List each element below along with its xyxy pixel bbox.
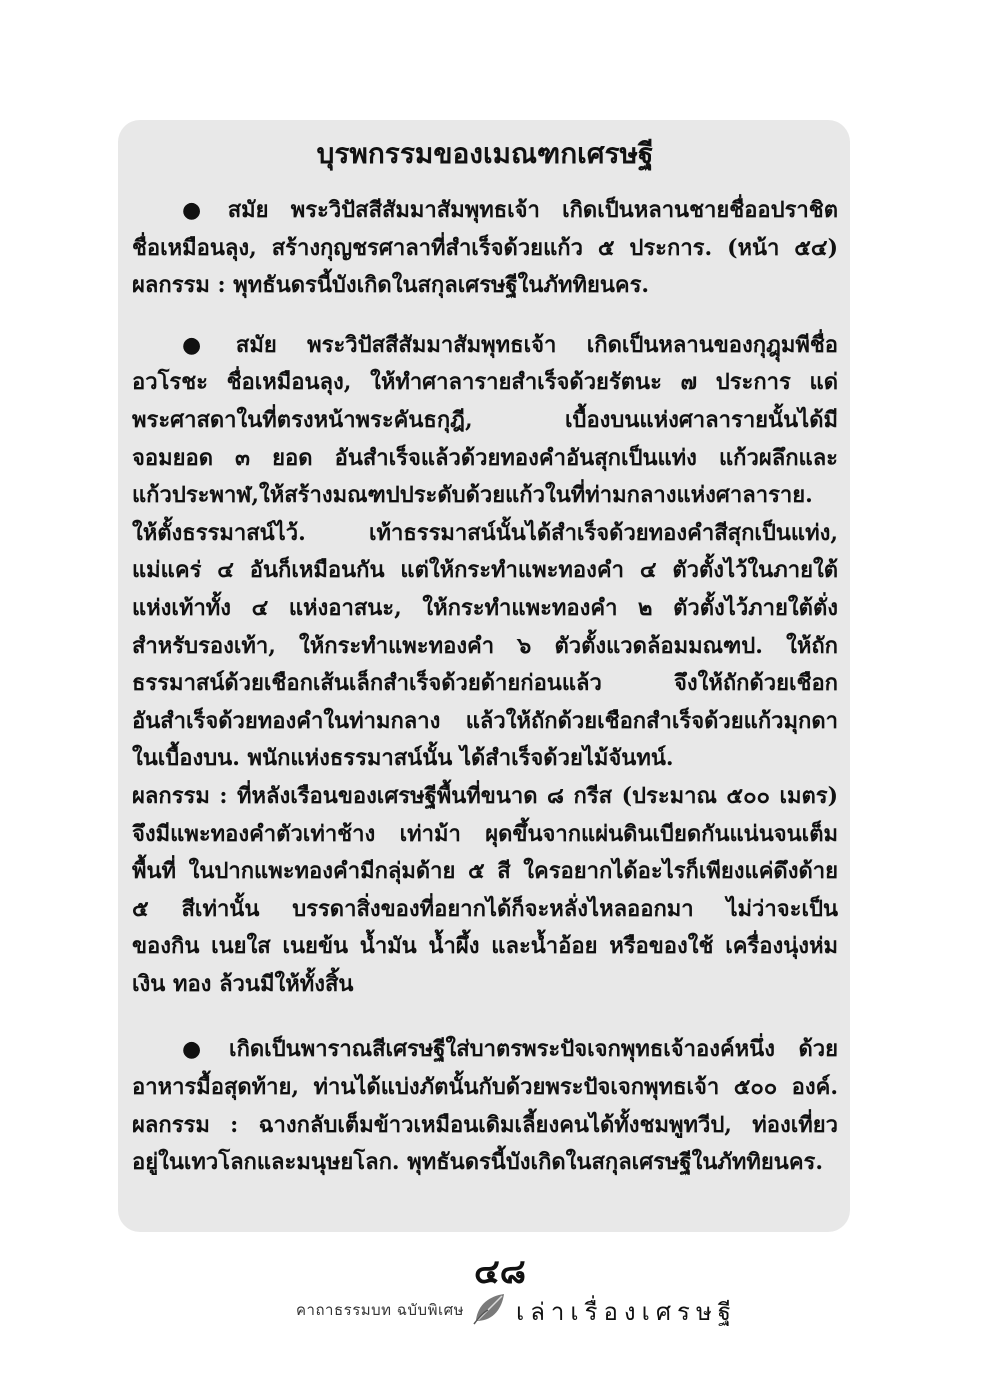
paragraph-spacer xyxy=(132,1003,838,1031)
paragraph-line: ของกิน เนยใส เนยข้น น้ำมัน น้ำผึ้ง และน้ำอ้อย หรือของใช้ เครื่องนุ่งห่ม xyxy=(132,933,838,960)
paragraph-line: ๕ สีเท่านั้น บรรดาสิ่งของที่อยากได้ก็จะหลั่งไหลออกมา ไม่ว่าจะเป็น xyxy=(132,895,838,922)
paragraph-line: ผลกรรม : พุทธันดรนี้บังเกิดในสกุลเศรษฐีในภัททิยนคร. xyxy=(132,272,650,299)
page-title: บุรพกรรมของเมณฑกเศรษฐี xyxy=(316,137,654,170)
paragraph-line: ● สมัย พระวิปัสสีสัมมาสัมพุทธเจ้า เกิดเป็นหลานของกุฎุมพีชื่อ xyxy=(182,331,838,358)
paragraph-line: เงิน ทอง ล้วนมีให้ทั้งสิ้น xyxy=(132,970,354,997)
paragraph-line: ● เกิดเป็นพาราณสีเศรษฐีใส่บาตรพระปัจเจกพุทธเจ้าองค์หนึ่ง ด้วย xyxy=(182,1036,838,1063)
paragraph-line: อันสำเร็จด้วยทองคำในท่ามกลาง แล้วให้ถักด้วยเชือกสำเร็จด้วยแก้วมุกดา xyxy=(132,707,838,734)
paragraph-line: อวโรชะ ชื่อเหมือนลุง, ให้ทำศาลารายสำเร็จด้วยรัตนะ ๗ ประการ แด่ xyxy=(132,369,838,396)
paragraph-line: ● สมัย พระวิปัสสีสัมมาสัมพุทธเจ้า เกิดเป็นหลานชายชื่ออปราชิต xyxy=(182,197,838,223)
leaf-icon xyxy=(472,1290,508,1330)
paragraph-line: สำหรับรองเท้า, ให้กระทำแพะทองคำ ๖ ตัวตั้งแวดล้อมมณฑป. ให้ถัก xyxy=(132,632,838,659)
content-panel xyxy=(118,120,850,1232)
paragraph-line: ผลกรรม : ฉางกลับเต็มข้าวเหมือนเดิมเลี้ยงคนได้ทั้งชมพูทวีป, ท่องเที่ยว xyxy=(132,1111,838,1138)
paragraph-line: อยู่ในเทวโลกและมนุษยโลก. พุทธันดรนี้บังเกิดในสกุลเศรษฐีในภัททิยนคร. xyxy=(132,1149,824,1176)
paragraph-line: ธรรมาสน์ด้วยเชือกเส้นเล็กสำเร็จด้วยด้ายก่อนแล้ว จึงให้ถักด้วยเชือก xyxy=(132,670,838,697)
paragraph-line: จอมยอด ๓ ยอด อันสำเร็จแล้วด้วยทองคำอันสุกเป็นแท่ง แก้วผลึกและ xyxy=(132,444,838,471)
paragraph-line: จึงมีแพะทองคำตัวเท่าช้าง เท่าม้า ผุดขึ้นจากแผ่นดินเบียดกันแน่นจนเต็ม xyxy=(132,820,838,847)
paragraph-line: แม่แคร่ ๔ อันก็เหมือนกัน แต่ให้กระทำแพะทองคำ ๔ ตัวตั้งไว้ในภายใต้ xyxy=(132,557,838,584)
paragraph-spacer xyxy=(132,305,838,327)
paragraph-line: แก้วประพาฬ,ให้สร้างมณฑปประดับด้วยแก้วในที่ท่ามกลางแห่งศาลาราย. xyxy=(132,482,813,509)
bullet-icon: ● xyxy=(182,197,216,223)
paragraph-line: ในเบื้องบน. พนักแห่งธรรมาสน์นั้น ได้สำเร็จด้วยไม้จันทน์. xyxy=(132,745,674,772)
footer-book-title: คาถาธรรมบท ฉบับพิเศษ xyxy=(296,1301,464,1319)
paragraph-line: ให้ตั้งธรรมาสน์ไว้. เท้าธรรมาสน์นั้นได้สำเร็จด้วยทองคำสีสุกเป็นแท่ง, xyxy=(132,519,838,546)
footer xyxy=(0,1290,1000,1330)
page-number: ๔๘ xyxy=(474,1252,526,1292)
paragraph-line: แห่งเท้าทั้ง ๔ แห่งอาสนะ, ให้กระทำแพะทองคำ ๒ ตัวตั้งไว้ภายใต้ตั่ง xyxy=(132,594,838,621)
footer-series-title: เล่าเรื่องเศรษฐี xyxy=(516,1298,738,1326)
paragraph-line: อาหารมื้อสุดท้าย, ท่านได้แบ่งภัตนั้นกับด้วยพระปัจเจกพุทธเจ้า ๕๐๐ องค์. xyxy=(132,1074,838,1101)
bullet-icon: ● xyxy=(182,1036,218,1063)
paragraph-line: ชื่อเหมือนลุง, สร้างกุญชรศาลาที่สำเร็จด้วยแก้ว ๕ ประการ. (หน้า ๕๔) xyxy=(132,234,838,261)
paragraph-line: พื้นที่ ในปากแพะทองคำมีกลุ่มด้าย ๕ สี ใครอยากได้อะไรก็เพียงแค่ดึงด้าย xyxy=(132,858,838,885)
bullet-icon: ● xyxy=(182,331,224,358)
paragraph-line: ผลกรรม : ที่หลังเรือนของเศรษฐีพื้นที่ขนาด ๘ กรีส (ประมาณ ๕๐๐ เมตร) xyxy=(132,782,838,809)
paragraph-line: พระศาสดาในที่ตรงหน้าพระคันธกุฎี, เบื้องบนแห่งศาลารายนั้นได้มี xyxy=(132,406,838,433)
